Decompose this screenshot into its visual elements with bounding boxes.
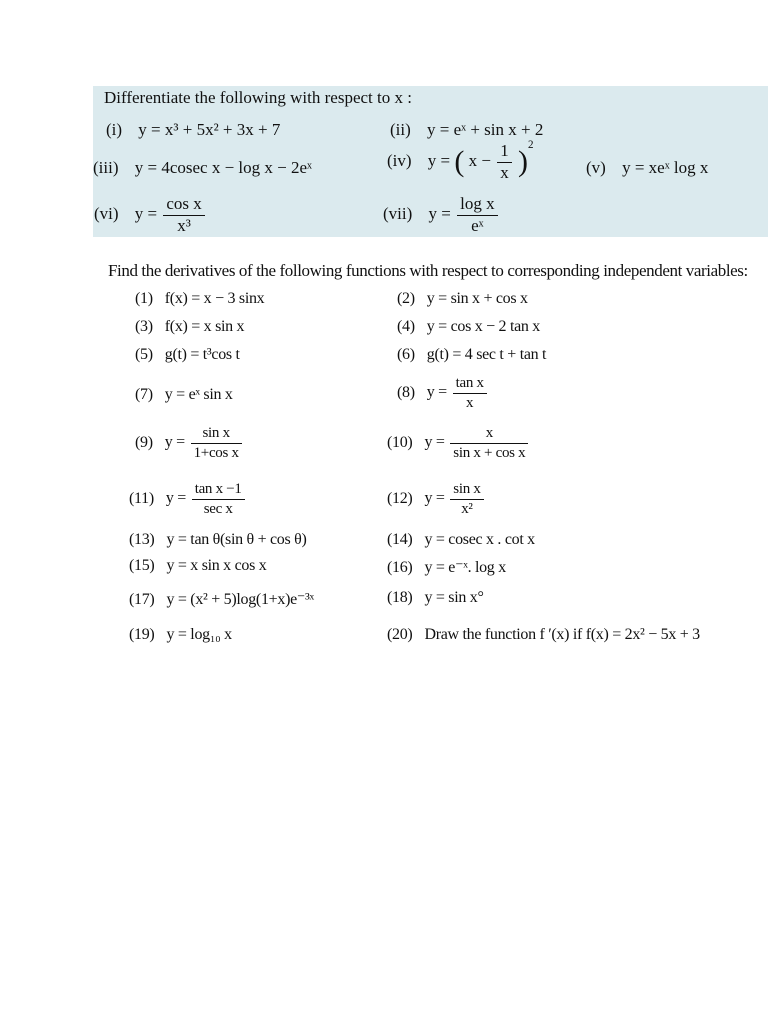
question-label: (iii) xyxy=(93,158,119,177)
problem-label: (15) xyxy=(129,557,155,574)
problem-expression: g(t) = 4 sec t + tan t xyxy=(426,346,547,363)
problem-label: (11) xyxy=(129,489,154,507)
numerator: log x xyxy=(457,195,497,216)
problem-label: (3) xyxy=(135,318,153,335)
problem-14 xyxy=(387,531,535,549)
problem-2 xyxy=(397,290,528,308)
problem-7 xyxy=(135,386,233,404)
denominator: x³ xyxy=(177,215,191,235)
problem-label: (19) xyxy=(129,626,155,643)
question-v xyxy=(586,158,708,178)
derivatives-instructions: Find the derivatives of the following functions with respect to corresponding independent variables: xyxy=(108,261,748,280)
problem-expression: y = cosec x . cot x xyxy=(424,531,535,548)
problem-label: (4) xyxy=(397,318,415,335)
question-expression: y = 4cosec x − log x − 2eˣ xyxy=(134,158,312,177)
problem-label: (17) xyxy=(129,591,155,608)
problem-17 xyxy=(129,589,314,609)
fraction xyxy=(191,425,242,461)
problem-expression: f(x) = x − 3 sinx xyxy=(164,290,265,307)
denominator: eˣ xyxy=(471,215,484,235)
problem-label: (18) xyxy=(387,589,413,606)
problem-expression: y = (x² + 5)log(1+x)e⁻³ˣ xyxy=(166,591,314,608)
question-label: (iv) xyxy=(387,151,412,171)
question-expression: y = eˣ + sin x + 2 xyxy=(427,120,544,139)
problem-8 xyxy=(397,375,489,411)
problem-16 xyxy=(387,557,506,577)
question-vi xyxy=(94,195,207,235)
fraction xyxy=(457,195,497,235)
problem-5 xyxy=(135,346,240,364)
denominator: x² xyxy=(461,500,473,517)
problem-9 xyxy=(135,425,244,461)
question-iii xyxy=(93,158,312,178)
problem-10 xyxy=(387,425,530,461)
question-iv xyxy=(387,139,534,182)
problem-label: (9) xyxy=(135,433,153,451)
problem-label: (16) xyxy=(387,559,413,576)
question-ii xyxy=(390,120,543,140)
question-label: (vii) xyxy=(383,204,413,224)
question-expression: y = xeˣ log x xyxy=(622,158,709,177)
problem-expression: y = log₁₀ x xyxy=(166,626,232,643)
problem-lhs: y = xyxy=(165,489,186,507)
problem-label: (7) xyxy=(135,386,153,403)
problem-expression: y = tan θ(sin θ + cos θ) xyxy=(166,531,307,548)
problem-label: (8) xyxy=(397,383,415,401)
fraction xyxy=(450,425,528,461)
open-paren: ( xyxy=(454,145,465,179)
question-label: (ii) xyxy=(390,120,411,139)
fraction xyxy=(192,481,245,517)
problem-expression: Draw the function f ′(x) if f(x) = 2x² − 5x + 3 xyxy=(424,626,700,643)
numerator: tan x −1 xyxy=(192,481,245,500)
problem-expression: g(t) = t³cos t xyxy=(164,346,240,363)
question-lhs: y = xyxy=(428,204,451,224)
problem-6 xyxy=(397,346,546,364)
question-label: (v) xyxy=(586,158,606,177)
problem-12 xyxy=(387,481,486,517)
problem-lhs: y = xyxy=(426,383,447,401)
problem-expression: y = eˣ sin x xyxy=(164,386,233,403)
numerator: 1 xyxy=(497,142,512,163)
problem-13 xyxy=(129,531,307,549)
fraction xyxy=(453,375,487,411)
problem-expression: y = x sin x cos x xyxy=(166,557,267,574)
numerator: x xyxy=(450,425,528,444)
question-label: (i) xyxy=(106,120,123,139)
problem-1 xyxy=(135,290,264,308)
problem-label: (1) xyxy=(135,290,153,307)
denominator: sin x + cos x xyxy=(453,444,526,461)
problem-18 xyxy=(387,589,484,607)
fraction xyxy=(163,195,204,235)
denominator: x xyxy=(466,394,474,411)
close-paren: ) xyxy=(517,145,528,179)
problem-lhs: y = xyxy=(424,489,445,507)
exponent: 2 xyxy=(527,139,534,152)
problem-expression: f(x) = x sin x xyxy=(164,318,245,335)
problem-3 xyxy=(135,318,244,336)
numerator: tan x xyxy=(453,375,487,394)
exercise-heading: Differentiate the following with respect to x : xyxy=(104,88,412,107)
question-vii xyxy=(383,195,500,235)
problem-label: (2) xyxy=(397,290,415,307)
problem-expression: y = e⁻ˣ. log x xyxy=(424,559,506,576)
numerator: sin x xyxy=(450,481,483,500)
problem-expression: y = sin x° xyxy=(424,589,484,606)
question-expression: y = x³ + 5x² + 3x + 7 xyxy=(138,120,281,139)
question-lhs: y = xyxy=(134,204,158,224)
problem-19 xyxy=(129,626,232,644)
question-label: (vi) xyxy=(94,204,119,224)
problem-expression: y = sin x + cos x xyxy=(426,290,528,307)
question-term: x − xyxy=(468,151,491,171)
problem-label: (6) xyxy=(397,346,415,363)
denominator: 1+cos x xyxy=(193,444,239,461)
fraction xyxy=(450,481,483,517)
problem-lhs: y = xyxy=(424,433,445,451)
problem-label: (12) xyxy=(387,489,413,507)
problem-label: (14) xyxy=(387,531,413,548)
problem-11 xyxy=(129,481,247,517)
numerator: cos x xyxy=(163,195,204,216)
denominator: sec x xyxy=(203,500,233,517)
problem-expression: y = cos x − 2 tan x xyxy=(426,318,540,335)
problem-20 xyxy=(387,626,700,644)
problem-label: (13) xyxy=(129,531,155,548)
problem-15 xyxy=(129,557,266,575)
problem-lhs: y = xyxy=(164,433,185,451)
problem-label: (5) xyxy=(135,346,153,363)
problem-label: (10) xyxy=(387,433,413,451)
denominator: x xyxy=(500,162,509,182)
fraction xyxy=(497,142,512,182)
problem-4 xyxy=(397,318,540,336)
question-lhs: y = xyxy=(427,151,451,171)
numerator: sin x xyxy=(191,425,242,444)
question-i xyxy=(106,120,280,140)
problem-label: (20) xyxy=(387,626,413,643)
